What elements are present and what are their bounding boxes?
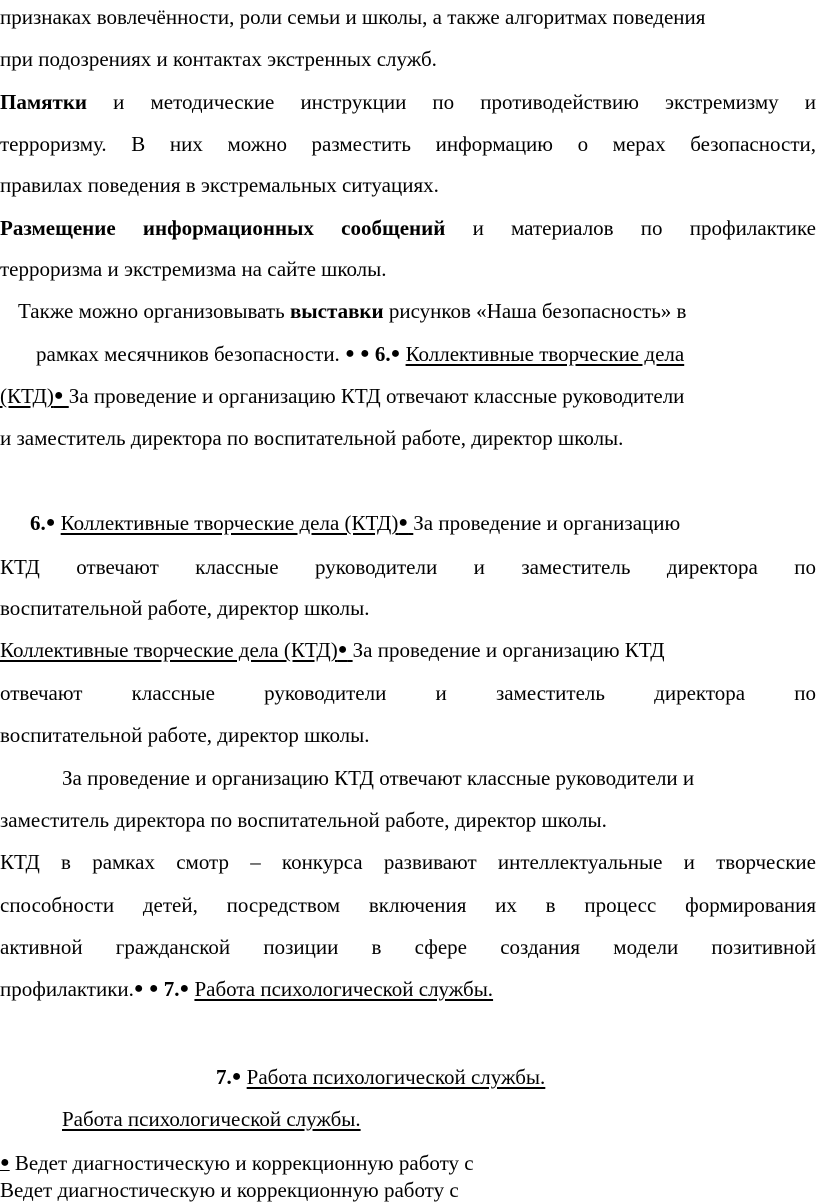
bullet-icon: ● (53, 387, 64, 404)
line-18 (62, 765, 816, 791)
text: За проведение и организацию КТД отвечают классные руководители и (62, 766, 695, 790)
line-25 (62, 1106, 662, 1132)
line-9 (36, 341, 806, 367)
bullet-icon: ● (231, 1068, 242, 1085)
text: рисунков «Наша безопасность» в (388, 299, 687, 323)
section-heading: Работа психологической службы. (194, 977, 494, 1001)
line-7 (0, 256, 816, 282)
bold-term: Памятки (0, 90, 88, 114)
text: активной гражданской позиции в сфере создания модели позитивной (0, 935, 816, 959)
bold-term: Размещение информационных сообщений (0, 216, 446, 240)
bullet-icon: ● (345, 345, 355, 362)
line-26 (0, 1150, 816, 1176)
bullet-icon: ● (45, 514, 56, 531)
line-4 (0, 131, 816, 157)
section-heading (0, 638, 353, 662)
bullet-icon: ● (337, 641, 348, 658)
bullet-icon: ● (398, 514, 409, 531)
line-13 (0, 554, 816, 580)
text: рамках месячников безопасности. (36, 342, 340, 366)
text: КТД в рамках смотр – конкурса развивают интеллектуальные и творческие (0, 850, 816, 874)
line-15 (0, 637, 790, 663)
text: отвечают классные руководители и заместитель директора по (0, 681, 816, 705)
line-5 (0, 172, 816, 198)
text: заместитель директора по воспитательной работе, директор школы. (0, 808, 607, 832)
text: и заместитель директора по воспитательной работе, директор школы. (0, 426, 624, 450)
text: при подозрениях и контактах экстренных служб. (0, 47, 437, 71)
line-2 (0, 46, 816, 72)
line-21 (0, 892, 816, 918)
text: Также можно организовывать (18, 299, 285, 323)
section-heading (0, 384, 69, 408)
line-27 (0, 1177, 816, 1203)
text: Ведет диагностическую и коррекционную работу с (14, 1151, 474, 1175)
line-10 (0, 383, 816, 409)
bullet-icon: ● (390, 345, 401, 362)
bullet-icon: ● (179, 980, 190, 997)
bullet-icon: ● (359, 345, 370, 362)
text: признаках вовлечённости, роли семьи и школы, а также алгоритмах поведения (0, 5, 706, 29)
section-number: 7. (163, 977, 180, 1001)
section-number: 6. (30, 511, 46, 535)
line-12 (30, 510, 800, 536)
bullet-icon: ● (148, 980, 159, 997)
text: терроризму. В них можно разместить информацию о мерах безопасности, (0, 132, 816, 156)
text: профилактики. (0, 977, 134, 1001)
text: способности детей, посредством включения их в процесс формирования (0, 893, 816, 917)
bullet-icon: ● (133, 980, 144, 997)
section-number: 6. (374, 342, 391, 366)
text: За проведение и организацию КТД отвечают классные руководители (68, 384, 685, 408)
text: (КТД) (0, 384, 54, 408)
line-11 (0, 425, 816, 451)
line-19 (0, 807, 816, 833)
line-20 (0, 849, 816, 875)
text: и материалов по профилактике (472, 216, 816, 240)
line-17 (0, 722, 816, 748)
text: терроризма и экстремизма на сайте школы. (0, 257, 387, 281)
line-1 (0, 4, 816, 30)
text: Коллективные творческие дела (КТД) (60, 511, 399, 535)
section-heading: Работа психологической службы. (62, 1107, 361, 1131)
bullet-icon: ● (0, 1154, 10, 1171)
line-8 (18, 298, 798, 324)
text: воспитательной работе, директор школы. (0, 723, 370, 747)
text: За проведение и организацию КТД (352, 638, 665, 662)
section-heading (61, 511, 414, 535)
bold-term: выставки (289, 299, 384, 323)
text: правилах поведения в экстремальных ситуациях. (0, 173, 439, 197)
section-heading: Работа психологической службы. (246, 1065, 546, 1089)
text: КТД отвечают классные руководители и заместитель директора по (0, 555, 816, 579)
text: Ведет диагностическую и коррекционную работу с (0, 1178, 459, 1202)
text: За проведение и организацию (413, 511, 681, 535)
section-number: 7. (216, 1065, 232, 1089)
line-16 (0, 680, 816, 706)
text: и методические инструкции по противодействию экстремизму и (113, 90, 816, 114)
line-6 (0, 215, 816, 241)
line-3 (0, 89, 816, 115)
section-heading: Коллективные творческие дела (405, 342, 685, 366)
text: Коллективные творческие дела (КТД) (0, 638, 338, 662)
line-22 (0, 934, 816, 960)
line-24 (216, 1064, 776, 1090)
line-14 (0, 595, 816, 621)
text: воспитательной работе, директор школы. (0, 596, 370, 620)
line-23 (0, 976, 816, 1002)
